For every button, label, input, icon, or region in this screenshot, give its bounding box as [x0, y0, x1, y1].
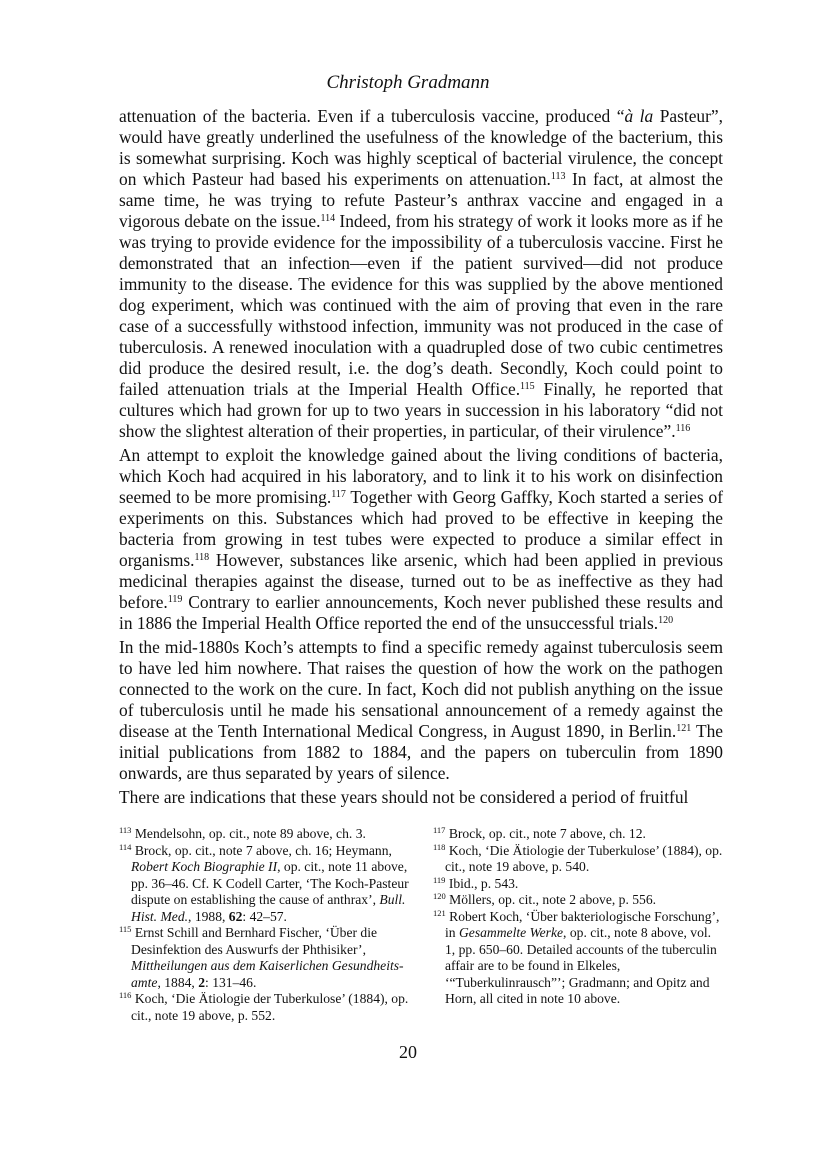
- footnote-reference: 116: [675, 423, 691, 434]
- bold-text: 2: [198, 974, 206, 990]
- text-run: The initial publications from 1882 to 1884, and the papers on tuberculin from 1890 onwards, are thus separated by years of silence.: [119, 721, 723, 783]
- footnote-reference: 115: [520, 381, 535, 392]
- text-run: Contrary to earlier announcements, Koch never published these results and in 1886 the Imperial Health Office reported the end of the unsuccessful trials.: [119, 592, 723, 633]
- paragraph: [119, 637, 723, 784]
- paragraph: [119, 445, 723, 634]
- text-run: , op. cit., note 8 above, vol. 1, pp. 650–60. Detailed accounts of the tuberculin affair are to be found in Elkeles, ‘“Tuberkulinrausch”’; Gradmann; and Opitz and Horn, all cited in note 10 above.: [445, 925, 717, 1006]
- text-run: , 1884,: [157, 974, 199, 990]
- text-run: Ibid., p. 543.: [445, 875, 519, 891]
- text-run: In the mid-1880s Koch’s attempts to find a specific remedy against tuberculosis seem to have led him nowhere. That raises the question of how the work on the pathogen connected to the work on the cure. In fact, Koch did not publish anything on the issue of tuberculosis until he made his sensational announcement of a remedy against the disease at the Tenth International Medical Congress, in August 1890, in Berlin.: [119, 637, 723, 741]
- footnote: [433, 909, 723, 1008]
- text-run: Mendelsohn, op. cit., note 89 above, ch. 3.: [131, 826, 366, 841]
- footnote-number: 120: [433, 891, 446, 901]
- footnote-reference: 119: [167, 594, 183, 605]
- footnote-number: 117: [433, 825, 446, 835]
- italic-text: Bull. Hist. Med.: [131, 892, 406, 924]
- text-run: Together with Georg Gaffky, Koch started a series of experiments on this. Substances which had proved to be effective in keeping the bacteria from growing in test tubes were expected to produce a similar effect in organisms.: [119, 487, 723, 570]
- paragraph: [119, 106, 723, 442]
- italic-text: Robert Koch Biographie II: [131, 859, 278, 874]
- text-run: Möllers, op. cit., note 2 above, p. 556.: [445, 892, 657, 907]
- footnote-number: 114: [119, 841, 132, 852]
- page-number: 20: [399, 1042, 417, 1062]
- footnote-reference: 120: [658, 615, 674, 626]
- footnote-reference: 113: [550, 171, 566, 182]
- footnote-number: 113: [119, 825, 132, 835]
- footnote: [433, 826, 723, 843]
- text-run: Brock, op. cit., note 7 above, ch. 12.: [445, 826, 646, 841]
- text-run: : 131–46.: [205, 974, 257, 990]
- footnotes: [119, 826, 723, 1024]
- footnotes-right-column: [433, 826, 723, 1024]
- italic-text: à la: [624, 106, 654, 126]
- footnote-number: 119: [433, 874, 446, 885]
- text-run: There are indications that these years should not be considered a period of fruitful: [119, 787, 689, 807]
- text-run: Koch, ‘Die Ätiologie der Tuberkulose’ (1884), op. cit., note 19 above, p. 540.: [445, 842, 723, 874]
- text-run: Pasteur”, would have greatly underlined the usefulness of the knowledge of the bacterium, this is somewhat surprising. Koch was highly sceptical of bacterial virulence, the concept on which Pasteur had based his experiments on attenuation.: [119, 106, 723, 189]
- text-run: , 1988,: [188, 908, 229, 924]
- footnote-number: 118: [433, 841, 446, 852]
- footnote: [119, 843, 409, 926]
- footnote-reference: 121: [676, 723, 692, 734]
- italic-text: Mittheilungen aus dem Kaiserlichen Gesundheits-amte: [131, 958, 404, 990]
- footnote: [119, 925, 409, 991]
- text-run: However, substances like arsenic, which had been applied in previous medicinal therapies against the disease, turned out to be as ineffective as they had before.: [119, 550, 723, 612]
- footnote-number: 115: [119, 924, 132, 934]
- text-run: Koch, ‘Die Ätiologie der Tuberkulose’ (1884), op. cit., note 19 above, p. 552.: [131, 991, 409, 1023]
- footnote-reference: 114: [320, 213, 336, 224]
- footnote: [119, 826, 409, 843]
- footnote: [433, 843, 723, 876]
- footnote: [433, 892, 723, 909]
- paragraph: [119, 787, 723, 808]
- text-run: Brock, op. cit., note 7 above, ch. 16; Heymann,: [131, 842, 392, 858]
- footnote-reference: 118: [194, 552, 210, 563]
- text-run: In fact, at almost the same time, he was trying to refute Pasteur’s anthrax vaccine and engaged in a vigorous debate on the issue.: [119, 169, 723, 231]
- bold-text: 62: [228, 908, 243, 924]
- text-run: Ernst Schill and Bernhard Fischer, ‘Über die Desinfektion des Auswurfs der Phthisiker’,: [131, 925, 378, 957]
- text-run: : 42–57.: [242, 908, 287, 924]
- footnotes-left-column: [119, 826, 409, 1024]
- italic-text: Gesammelte Werke: [458, 925, 564, 940]
- text-run: An attempt to exploit the knowledge gained about the living conditions of bacteria, which Koch had acquired in his laboratory, and to link it to his work on disinfection seemed to be more promising.: [119, 445, 723, 507]
- footnote-number: 121: [433, 907, 446, 918]
- text-run: Finally, he reported that cultures which had grown for up to two years in succession in his laboratory “did not show the slightest alteration of their properties, in particular, of their virulence”.: [119, 379, 723, 441]
- body-text: [119, 106, 723, 808]
- running-head-author: Christoph Gradmann: [326, 72, 490, 93]
- footnote-number: 116: [119, 990, 132, 1000]
- text-run: Robert Koch, ‘Über bakteriologische Forschung’, in: [445, 908, 720, 940]
- footnote-reference: 117: [331, 489, 346, 500]
- text-run: attenuation of the bacteria. Even if a tuberculosis vaccine, produced “: [119, 106, 625, 126]
- text-run: , op. cit., note 11 above, pp. 36–46. Cf. K Codell Carter, ‘The Koch-Pasteur dispute on establishing the cause of anthrax’,: [131, 859, 409, 907]
- footnote: [119, 991, 409, 1024]
- text-run: Indeed, from his strategy of work it looks more as if he was trying to provide evidence for the impossibility of a tuberculosis vaccine. First he demonstrated that an infection—even if the patient survived—did not produce immunity to the disease. The evidence for this was supplied by the above mentioned dog experiment, which was continued with the aim of proving that even in the rare case of a successfully withstood infection, immunity was not produced in the case of tuberculosis. A renewed inoculation with a quadrupled dose of two cubic centimetres did produce the desired result, i.e. the dog’s death. Secondly, Koch could point to failed attenuation trials at the Imperial Health Office.: [119, 211, 723, 399]
- footnote: [433, 876, 723, 893]
